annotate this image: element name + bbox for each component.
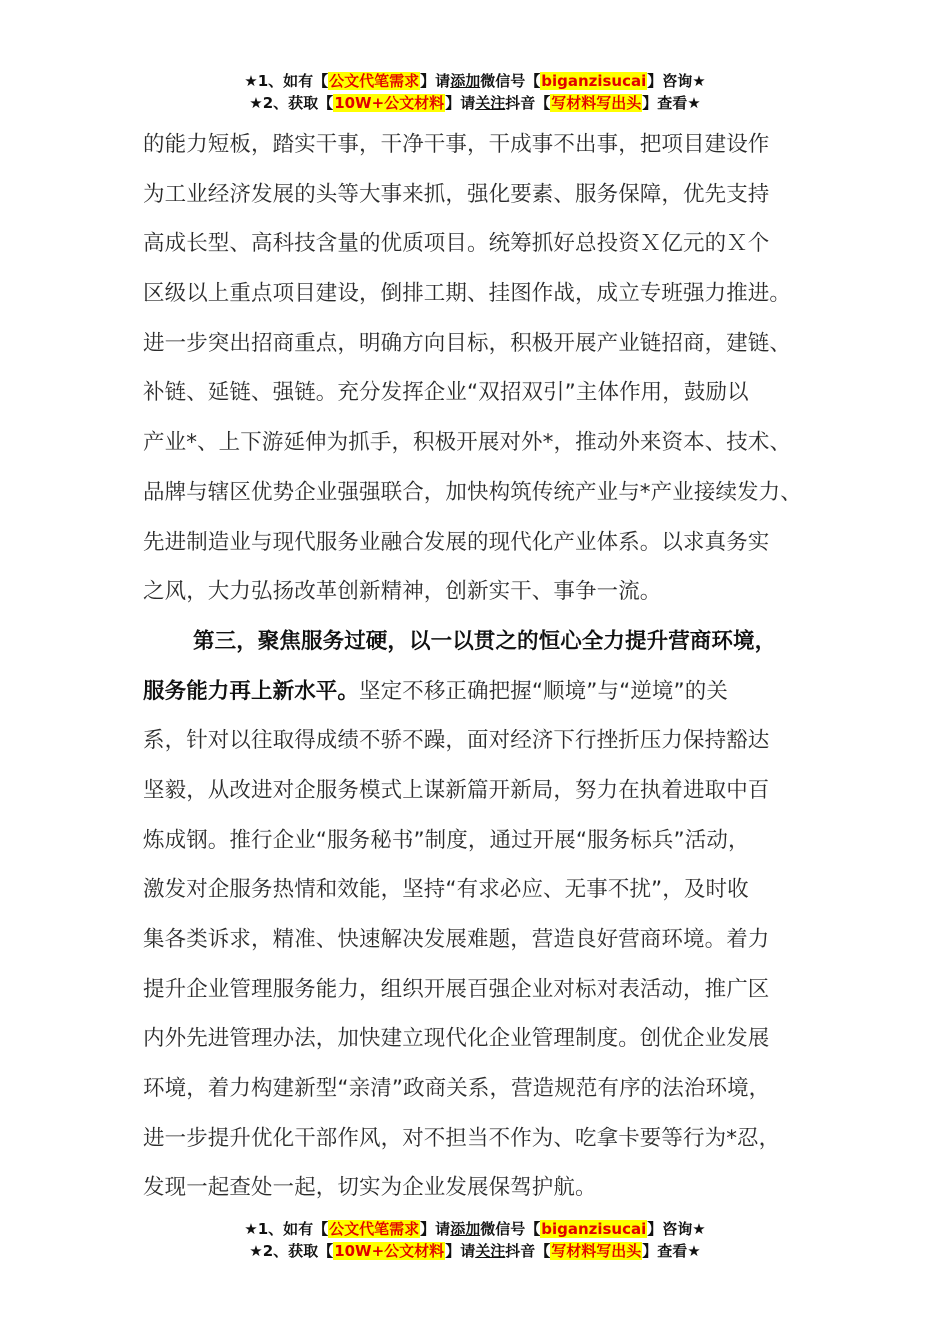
underlined-keyword: 关注	[475, 1242, 506, 1260]
banner-text: 】请	[445, 94, 476, 112]
banner-text: 】查看★	[642, 1242, 701, 1260]
highlight-keyword: 10W+公文材料	[334, 1242, 445, 1260]
banner-line-1	[0, 1218, 950, 1240]
body-line: 高成长型、高科技含量的优质项目。统筹抓好总投资Ｘ亿元的Ｘ个	[143, 231, 770, 257]
body-line: 环境，着力构建新型“亲清”政商关系，营造规范有序的法治环境，	[143, 1076, 771, 1102]
document-body	[143, 120, 818, 1213]
body-line: 之风，大力弘扬改革创新精神，创新实干、事争一流。	[143, 579, 662, 605]
body-line: 发现一起查处一起，切实为企业发展保驾护航。	[143, 1175, 597, 1201]
body-line: 炼成钢。推行企业“服务秘书”制度，通过开展“服务标兵”活动，	[143, 827, 750, 853]
banner-text: 】请	[420, 1220, 451, 1238]
wechat-id: biganzisucai	[541, 1220, 647, 1238]
banner-text: ★2、获取【	[249, 94, 334, 112]
banner-text: 】查看★	[642, 94, 701, 112]
banner-text: ★1、如有【	[244, 72, 329, 90]
highlight-keyword: 10W+公文材料	[334, 94, 445, 112]
body-line: 为工业经济发展的头等大事来抓，强化要素、服务保障，优先支持	[143, 181, 770, 207]
body-line: 先进制造业与现代服务业融合发展的现代化产业体系。以求真务实	[143, 529, 770, 555]
section-heading: 第三，聚焦服务过硬，以一以贯之的恒心全力提升营商环境，	[193, 628, 777, 654]
wechat-id: biganzisucai	[541, 72, 647, 90]
banner-text: 】请	[420, 72, 451, 90]
body-line: 集各类诉求，精准、快速解决发展难题，营造良好营商环境。着力	[143, 927, 770, 952]
header-ad-banner	[0, 70, 950, 114]
body-line: 的能力短板，踏实干事，干净干事，干成事不出事，把项目建设作	[143, 132, 770, 157]
banner-line-2	[0, 92, 950, 114]
body-line: 内外先进管理办法，加快建立现代化企业管理制度。创优企业发展	[143, 1026, 770, 1052]
banner-text: 抖音【	[505, 1242, 551, 1260]
body-line: 品牌与辖区优势企业强强联合，加快构筑传统产业与*产业接续发力、	[143, 479, 802, 505]
section-heading-continued	[143, 667, 818, 717]
banner-text: 】咨询★	[647, 1220, 706, 1238]
banner-text: 微信号【	[480, 72, 541, 90]
body-line: 产业*、上下游延伸为抓手，积极开展对外*，推动外来资本、技术、	[143, 430, 792, 456]
body-line: 系，针对以往取得成绩不骄不躁，面对经济下行挫折压力保持豁达	[143, 728, 770, 754]
banner-text: 】咨询★	[647, 72, 706, 90]
banner-text: ★1、如有【	[244, 1220, 329, 1238]
banner-text: 抖音【	[505, 94, 551, 112]
banner-text: ★2、获取【	[249, 1242, 334, 1260]
body-line: 提升企业管理服务能力，组织开展百强企业对标对表活动，推广区	[143, 976, 770, 1002]
banner-text: 微信号【	[480, 1220, 541, 1238]
douyin-account: 写材料写出头	[551, 94, 642, 112]
underlined-keyword: 关注	[475, 94, 506, 112]
body-line: 进一步突出招商重点，明确方向目标，积极开展产业链招商，建链、	[143, 330, 792, 356]
body-line: 进一步提升优化干部作风，对不担当不作为、吃拿卡要等行为*忍，	[143, 1125, 781, 1151]
body-line: 坚毅，从改进对企服务模式上谋新篇开新局，努力在执着进取中百	[143, 777, 770, 803]
underlined-keyword: 添加	[450, 72, 481, 90]
highlight-keyword: 公文代笔需求	[329, 72, 420, 90]
highlight-keyword: 公文代笔需求	[329, 1220, 420, 1238]
body-line: 激发对企服务热情和效能，坚持“有求必应、无事不扰”，及时收	[143, 877, 749, 903]
underlined-keyword: 添加	[450, 1220, 481, 1238]
section-heading-tail: 服务能力再上新水平。	[143, 678, 360, 704]
body-line: 补链、延链、强链。充分发挥企业“双招双引”主体作用，鼓励以	[143, 380, 749, 406]
banner-line-2	[0, 1240, 950, 1262]
douyin-account: 写材料写出头	[551, 1242, 642, 1260]
body-text-run: 坚定不移正确把握“顺境”与“逆境”的关	[359, 678, 728, 704]
banner-line-1	[0, 70, 950, 92]
banner-text: 】请	[445, 1242, 476, 1260]
footer-ad-banner	[0, 1218, 950, 1262]
body-line: 区级以上重点项目建设，倒排工期、挂图作战，成立专班强力推进。	[143, 281, 792, 307]
